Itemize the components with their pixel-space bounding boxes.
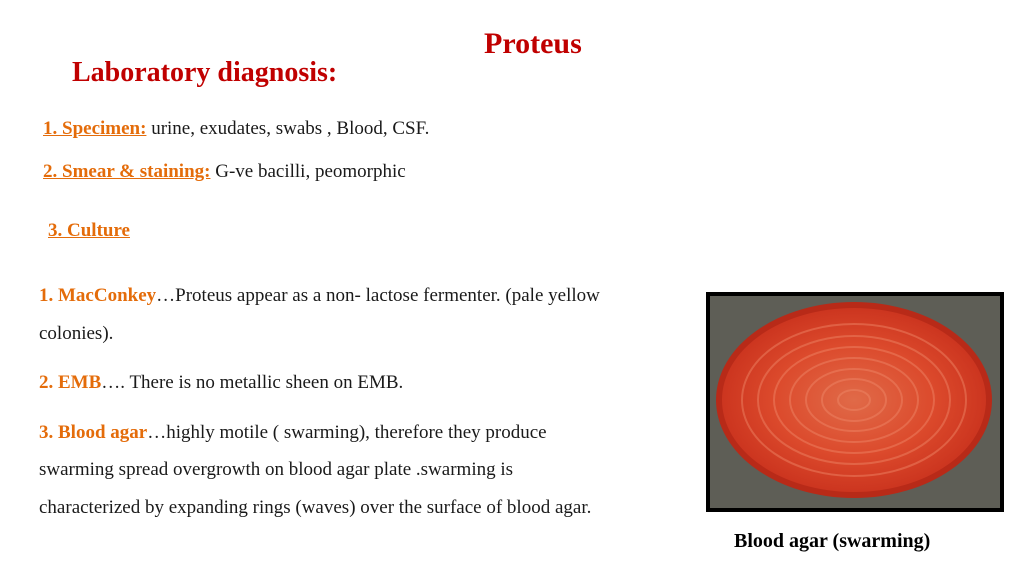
culture-line	[48, 220, 130, 242]
blood-agar-text: …highly motile ( swarming), therefore they produce	[147, 422, 547, 443]
culture-label: 3. Culture	[48, 220, 130, 241]
macconkey-label: 1. MacConkey	[39, 285, 157, 306]
macconkey-text: …Proteus appear as a non- lactose fermenter. (pale yellow	[156, 285, 600, 306]
blood-agar-line-2: swarming spread overgrowth on blood agar plate .swarming is	[39, 459, 514, 480]
macconkey-line-1	[39, 285, 600, 307]
emb-text: …. There is no metallic sheen on EMB.	[101, 372, 404, 393]
blood-agar-plate-photo	[706, 292, 1004, 512]
figure-caption: Blood agar (swarming)	[734, 530, 931, 552]
blood-agar-line-1	[39, 422, 547, 444]
smear-text: G-ve bacilli, peomorphic	[215, 161, 406, 182]
emb-label: 2. EMB	[39, 372, 102, 393]
specimen-label: 1. Specimen:	[43, 118, 147, 139]
page-title: Proteus	[484, 27, 582, 60]
section-heading: Laboratory diagnosis:	[72, 57, 338, 88]
macconkey-line-2: colonies).	[39, 323, 114, 344]
blood-agar-line-3: characterized by expanding rings (waves) over the surface of blood agar.	[39, 497, 592, 518]
specimen-text: urine, exudates, swabs , Blood, CSF.	[151, 118, 430, 139]
specimen-line	[43, 118, 429, 140]
smear-label: 2. Smear & staining:	[43, 161, 211, 182]
blood-agar-label: 3. Blood agar	[39, 422, 148, 443]
smear-line	[43, 161, 406, 183]
emb-line	[39, 372, 403, 394]
